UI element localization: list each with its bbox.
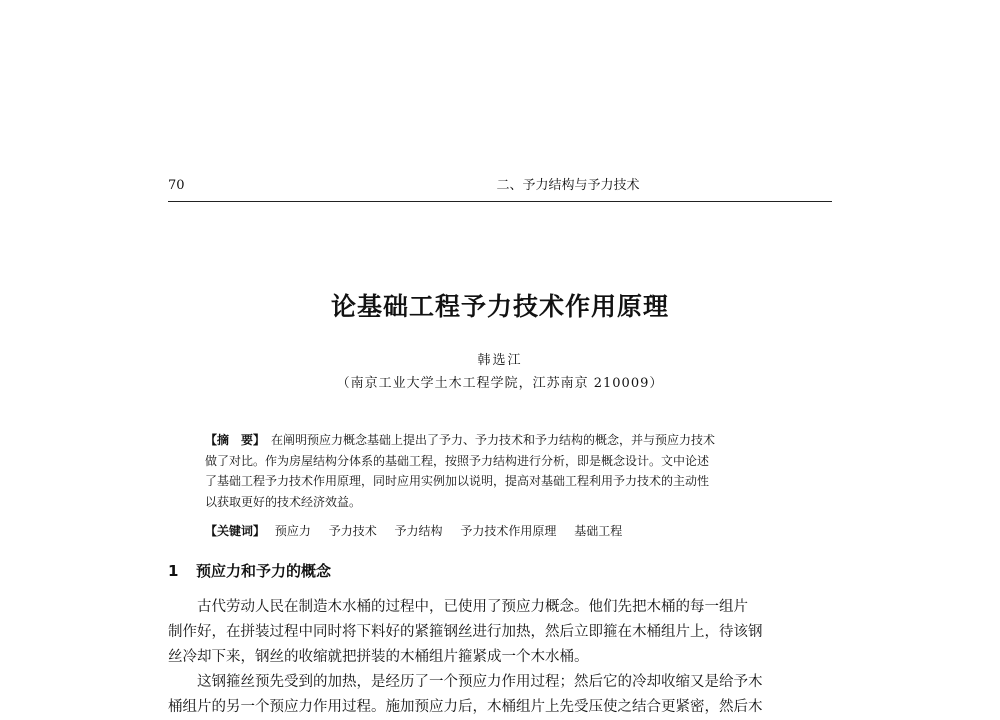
section-body xyxy=(168,595,832,720)
keyword-item: 基础工程 xyxy=(574,524,623,538)
body-line: 丝冷却下来，钢丝的收缩就把拼装的木桶组片箍紧成一个木水桶。 xyxy=(168,649,589,665)
page-number: 70 xyxy=(168,178,185,193)
paper-title: 论基础工程予力技术作用原理 xyxy=(330,292,669,321)
author-name: 韩选江 xyxy=(477,353,523,368)
keyword-item: 预应力 xyxy=(274,524,311,538)
body-line: 制作好，在拼装过程中同时将下料好的紧箍钢丝进行加热，然后立即箍在木桶组片上，待该钢 xyxy=(168,624,763,640)
running-section-title: 二、予力结构与予力技术 xyxy=(496,178,640,193)
body-line: 古代劳动人民在制造木水桶的过程中，已使用了预应力概念。他们先把木桶的每一组片 xyxy=(197,599,748,615)
abstract-label: 【摘 要】 xyxy=(205,433,266,447)
body-line: 这钢箍丝预先受到的加热，是经历了一个预应力作用过程；然后它的冷却收缩又是给予木 xyxy=(197,674,763,690)
author-affiliation: （南京工业大学土木工程学院，江苏南京 210009） xyxy=(336,376,664,391)
section-title: 预应力和予力的概念 xyxy=(196,562,332,580)
keyword-item: 予力技术 xyxy=(328,524,377,538)
abstract-line: 了基础工程予力技术作用原理，同时应用实例加以说明，提高对基础工程利用予力技术的主动性 xyxy=(205,474,710,488)
keyword-item: 予力结构 xyxy=(394,524,443,538)
keyword-item: 予力技术作用原理 xyxy=(460,524,557,538)
section-heading-1 xyxy=(168,560,331,582)
header-rule xyxy=(168,201,832,202)
section-number: 1 xyxy=(168,562,179,580)
keywords xyxy=(205,521,636,541)
keywords-label: 【关键词】 xyxy=(205,524,266,538)
abstract-line: 【摘 要】 在阐明预应力概念基础上提出了予力、予力技术和予力结构的概念，并与预应力技术 xyxy=(205,433,716,447)
running-header xyxy=(168,176,832,198)
abstract-line: 以获取更好的技术经济效益。 xyxy=(205,494,362,509)
abstract xyxy=(205,430,805,512)
abstract-line: 做了对比。作为房屋结构分体系的基础工程，按照予力结构进行分析，即是概念设计。文中论述 xyxy=(205,453,710,468)
body-line: 桶组片的另一个预应力作用过程。施加预应力后，木桶组片上先受压使之结合更紧密，然后木 xyxy=(168,699,763,715)
